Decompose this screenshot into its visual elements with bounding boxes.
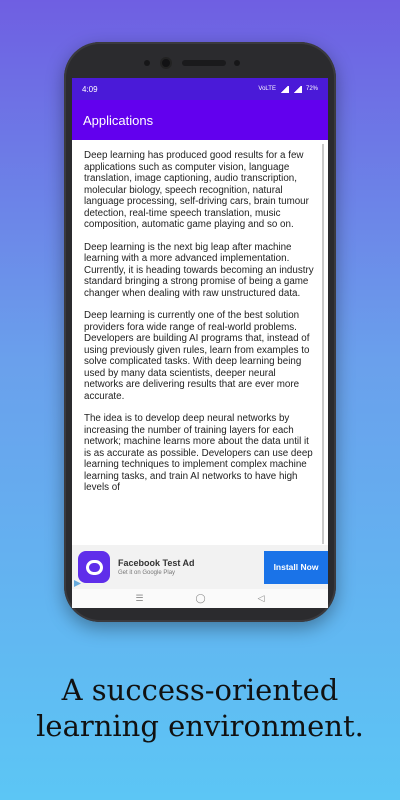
signal-icon bbox=[280, 86, 289, 93]
back-icon[interactable]: ◁ bbox=[257, 593, 265, 603]
sensor-icon bbox=[144, 60, 150, 66]
ad-subtitle: Get it on Google Play bbox=[118, 570, 176, 576]
ad-text bbox=[118, 558, 264, 576]
recent-apps-icon[interactable]: ☰ bbox=[135, 593, 144, 603]
app-bar bbox=[72, 100, 328, 140]
phone-screen bbox=[72, 78, 328, 608]
status-bar bbox=[72, 78, 328, 100]
system-nav-bar bbox=[72, 589, 328, 608]
battery-level: 72% bbox=[305, 86, 318, 92]
phone-top-bezel bbox=[64, 42, 336, 78]
phone-frame bbox=[64, 42, 336, 622]
paragraph: Deep learning is currently one of the best solution providers fora wide range of real-world problems. Developers are building AI programs that, instead of using previously given rules, learn from examples to solve complicated tasks. With deep learning being used by many data scientists, deeper neural networks are delivering results that are ever more accurate. bbox=[84, 310, 310, 402]
ad-banner[interactable] bbox=[72, 545, 328, 589]
earpiece-speaker bbox=[182, 60, 226, 66]
proximity-sensor-icon bbox=[234, 60, 240, 66]
front-camera-icon bbox=[160, 57, 172, 69]
home-icon[interactable]: ◯ bbox=[195, 593, 206, 603]
messenger-logo-icon[interactable] bbox=[78, 551, 110, 583]
signal-icon-2 bbox=[293, 86, 302, 93]
page-title: Applications bbox=[83, 112, 154, 128]
article-content[interactable] bbox=[72, 140, 328, 542]
chat-bubble-icon bbox=[86, 560, 103, 575]
paragraph: Deep learning is the next big leap after machine learning with a more advanced implementation. Currently, it is heading towards becoming an industry standard bringing a strong promise of being a game changer when dealing with raw unstructured data. bbox=[84, 241, 314, 299]
status-time: 4:09 bbox=[82, 84, 98, 94]
install-now-button[interactable]: Install Now bbox=[264, 551, 328, 584]
paragraph: Deep learning has produced good results for a few applications such as computer vision, language translation, image captioning, audio transcription, molecular biology, speech recognition, natural language processing, self-driving cars, brain tumour detection, real-time speech translation, music composition, automatic game playing and so on. bbox=[84, 150, 309, 230]
paragraph: The idea is to develop deep neural networks by increasing the number of training layers for each network; machine learns more about the data until it is as accurate as possible. Developers can use deep learning techniques to implement complex machine learning tasks, and train AI networks to have high levels of bbox=[84, 413, 313, 493]
network-type: VoLTE bbox=[258, 86, 276, 92]
promo-tagline: A success-oriented learning environment. bbox=[36, 673, 364, 743]
scrollbar[interactable] bbox=[322, 144, 324, 544]
status-icons bbox=[258, 86, 318, 93]
ad-title: Facebook Test Ad bbox=[118, 558, 195, 568]
